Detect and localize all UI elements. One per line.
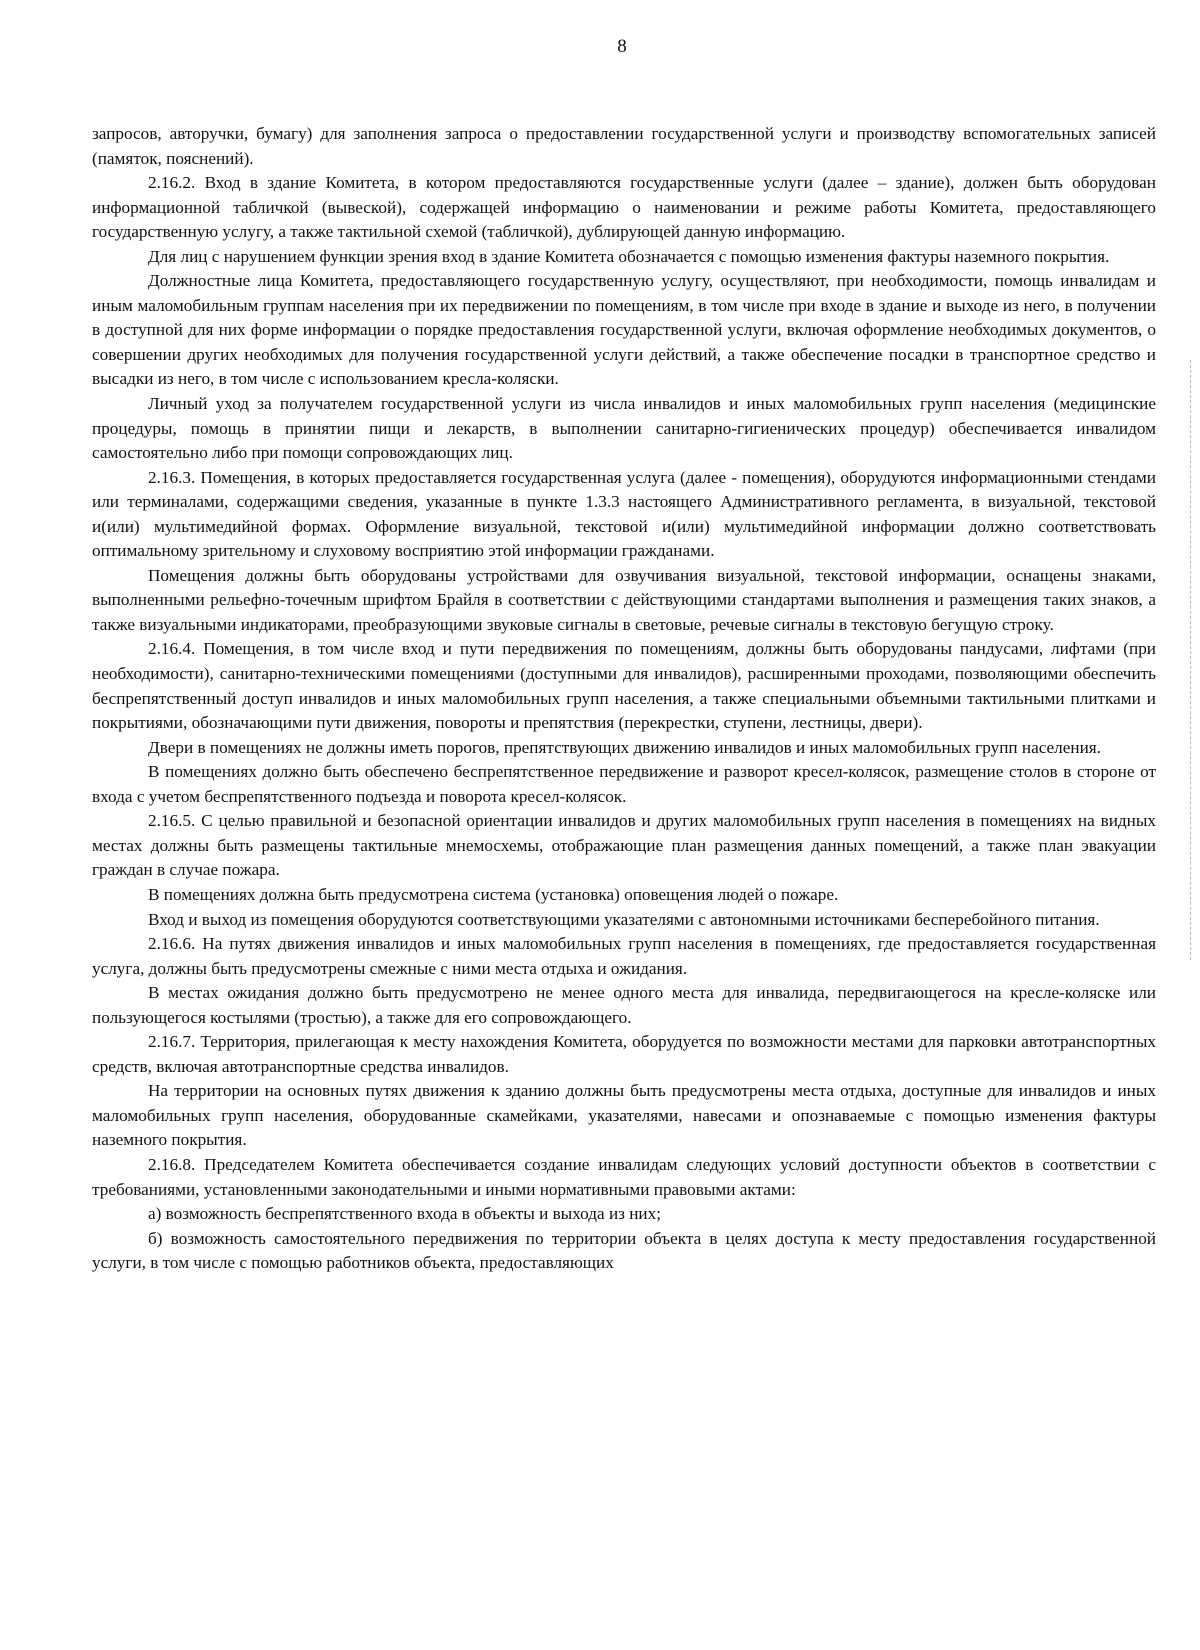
paragraph-doors-thresholds: Двери в помещениях не должны иметь порогов, препятствующих движению инвалидов и иных маломобильных групп населения. <box>148 737 1101 757</box>
paragraph-exit-signs: Вход и выход из помещения оборудуются соответствующими указателями с автономными источниками бесперебойного питания. <box>148 909 1100 929</box>
paragraph-voice-devices: Помещения должны быть оборудованы устройствами для озвучивания визуальной, текстовой информации, оснащены знаками, выполненными рельефно-точечным шрифтом Брайля в соответствии с действующими стандартами выполнения и размещения таких знаков, а также визуальными индикаторами, преобразующими звуковые сигналы в световые, речевые сигналы в текстовую бегущую строку. <box>92 565 1156 634</box>
paragraph-continuation: запросов, авторучки, бумагу) для заполнения запроса о предоставлении государственной услуги и производству вспомогательных записей (памяток, пояснений). <box>92 124 1156 168</box>
paragraph-2-16-5: 2.16.5. С целью правильной и безопасной ориентации инвалидов и других маломобильных групп населения в помещениях на видных местах должны быть размещены тактильные мнемосхемы, отображающие план размещения данных помещений, а также план эвакуации граждан в случае пожара. <box>92 811 1156 880</box>
list-item-a: а) возможность беспрепятственного входа в объекты и выхода из них; <box>148 1204 661 1224</box>
paragraph-2-16-8: 2.16.8. Председателем Комитета обеспечивается создание инвалидам следующих условий доступности объектов в соответствии с требованиями, установленными законодательными и иными нормативными правовыми актами: <box>92 1154 1156 1199</box>
paragraph-vision-impaired-entrance: Для лиц с нарушением функции зрения вход в здание Комитета обозначается с помощью изменения фактуры наземного покрытия. <box>148 246 1110 266</box>
paragraph-territory-rest-places: На территории на основных путях движения к зданию должны быть предусмотрены места отдыха, доступные для инвалидов и иных маломобильных групп населения, оборудованные скамейками, указателями, навесами и опознаваемые с помощью изменения фактуры наземного покрытия. <box>92 1081 1156 1150</box>
list-item-b: б) возможность самостоятельного передвижения по территории объекта в целях доступа к месту предоставления государственной услуги, в том числе с помощью работников объекта, предоставляющих <box>92 1228 1156 1273</box>
paragraph-wheelchair-movement: В помещениях должно быть обеспечено беспрепятственное передвижение и разворот кресел-колясок, размещение столов в стороне от входа с учетом беспрепятственного подъезда и поворота кресел-колясок. <box>92 762 1156 806</box>
paragraph-fire-alarm: В помещениях должна быть предусмотрена система (установка) оповещения людей о пожаре. <box>148 884 839 904</box>
paragraph-personal-care: Личный уход за получателем государственной услуги из числа инвалидов и иных маломобильных групп населения (медицинские процедуры, помощь в принятии пищи и лекарств, в выполнении санитарно-гигиенических процедур) обеспечивается инвалидом самостоятельно либо при помощи сопровождающих лиц. <box>92 394 1156 463</box>
paragraph-officials-assistance: Должностные лица Комитета, предоставляющего государственную услугу, осуществляют, при необходимости, помощь инвалидам и иным маломобильным группам населения при их передвижении по помещениям, в том числе при входе в здание и выходе из него, в получении в доступной для них форме информации о порядке предоставления государственной услуги, включая оформление необходимых документов, о совершении других необходимых для получения государственной услуги действий, а также обеспечение посадки в транспортное средство и высадки из него, в том числе с использованием кресла-коляски. <box>92 271 1156 389</box>
paragraph-2-16-3: 2.16.3. Помещения, в которых предоставляется государственная услуга (далее - помещения), оборудуются информационными стендами или терминалами, содержащими сведения, указанные в пункте 1.3.3 настоящего Административного регламента, в визуальной, текстовой и(или) мультимедийной формах. Оформление визуальной, текстовой и(или) мультимедийной информации должно соответствовать оптимальному зрительному и слуховому восприятию этой информации гражданами. <box>92 467 1156 561</box>
paragraph-2-16-6: 2.16.6. На путях движения инвалидов и иных маломобильных групп населения в помещениях, где предоставляется государственная услуга, должны быть предусмотрены смежные с ними места отдыха и ожидания. <box>92 934 1156 978</box>
paragraph-2-16-4: 2.16.4. Помещения, в том числе вход и пути передвижения по помещениям, должны быть оборудованы пандусами, лифтами (при необходимости), санитарно-техническими помещениями (доступными для инвалидов), расширенными проходами, позволяющими обеспечить беспрепятственный доступ инвалидов и иных маломобильных групп населения, а также специальными объемными тактильными плитками и покрытиями, обозначающими пути движения, повороты и препятствия (перекрестки, ступени, лестницы, двери). <box>92 639 1156 733</box>
page-number: 8 <box>617 36 627 57</box>
paragraph-waiting-places: В местах ожидания должно быть предусмотрено не менее одного места для инвалида, передвигающегося на кресле-коляске или пользующегося костылями (тростью), а также для его сопровождающего. <box>92 983 1156 1027</box>
scan-margin-marks <box>1190 360 1194 960</box>
paragraph-2-16-2: 2.16.2. Вход в здание Комитета, в котором предоставляются государственные услуги (далее – здание), должен быть оборудован информационной табличкой (вывеской), содержащей информацию о наименовании и режиме работы Комитета, предоставляющего государственную услугу, а также тактильной схемой (табличкой), дублирующей данную информацию. <box>92 173 1156 242</box>
paragraph-2-16-7: 2.16.7. Территория, прилегающая к месту нахождения Комитета, оборудуется по возможности местами для парковки автотранспортных средств, включая автотранспортные средства инвалидов. <box>92 1032 1156 1076</box>
document-body <box>92 122 1156 1276</box>
